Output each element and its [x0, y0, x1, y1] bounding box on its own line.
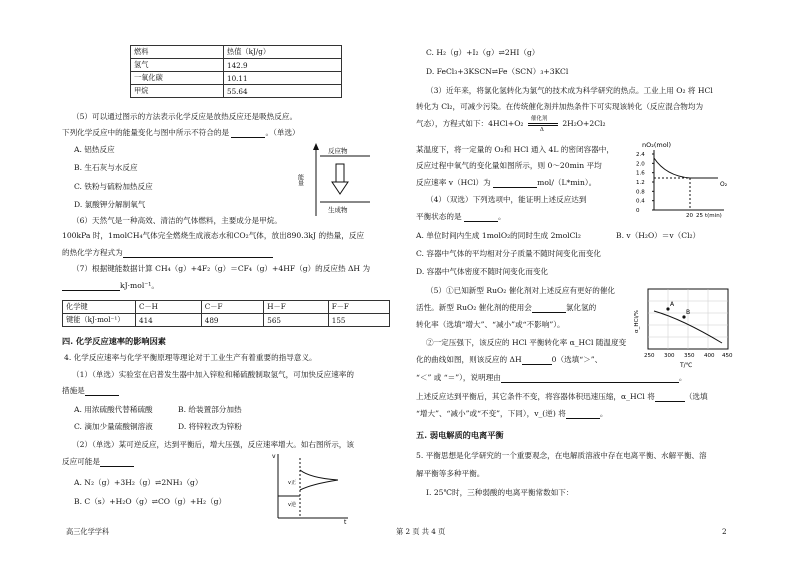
o2-axis-label: nO₂(mol)	[642, 141, 672, 149]
x-tick: 450	[722, 353, 733, 359]
v-forward-label: v正	[288, 480, 296, 486]
q5r-line4: ②一定压强下，该反应的 HCl 平衡转化率 α_HCl 随温度变	[426, 338, 627, 347]
option: D. 氯酸钾分解制氧气	[74, 200, 146, 209]
q5r-line2: 活性。新型 RuO₂ 催化剂的使用会 氯化氢的	[416, 303, 597, 312]
q3-line4: 某温度下，将一定量的 O₂和 HCl 通入 4L 的密闭容器中，	[416, 145, 614, 154]
answer-blank[interactable]	[62, 282, 120, 291]
answer-blank[interactable]	[522, 356, 552, 365]
q6-line1: （6）天然气是一种高效、清洁的气体燃料，主要成分是甲烷。	[72, 216, 282, 225]
option: D. 将锌粒改为锌粉	[178, 422, 242, 431]
option: B. 给装置部分加热	[178, 405, 242, 414]
table-cell: H－F	[264, 301, 328, 314]
v-axis-label: v	[272, 453, 276, 460]
q7-line2: kJ·mol⁻¹。	[62, 280, 159, 291]
q4-p1: （1）（单选）实验室在启普发生器中加入锌粒和稀硫酸制取氢气，可加快反应速率的	[72, 370, 354, 379]
x-tick: 250	[644, 353, 655, 359]
table-cell: 氢气	[131, 59, 224, 72]
heat-label: Δ	[539, 127, 544, 133]
bond-energy-table	[62, 300, 390, 327]
q5r-line5: 化的曲线如图，则该反应的 ΔH 0（选填“＞”、	[416, 355, 603, 364]
energy-diagram	[294, 140, 374, 220]
option-d: D. FeCl₃+3KSCN⇌Fe（SCN）₃+3KCl	[426, 67, 569, 76]
x-unit: T/℃	[680, 362, 693, 369]
o2-curve-label: O₂	[720, 181, 728, 188]
t-axis-label: t	[344, 519, 347, 524]
table-cell: 甲烷	[131, 85, 224, 98]
point-a-label: A	[670, 301, 675, 308]
q5-intro: 5. 平衡思想是化学研究的一个重要观念，在电解质溶液中存在电离平衡、水解平衡、溶	[416, 451, 707, 460]
x-tick: 25	[696, 213, 703, 218]
footer-page: 第 2 页 共 4 页	[396, 527, 446, 536]
answer-blank[interactable]	[566, 410, 600, 419]
table-cell: 155	[328, 314, 389, 327]
section-heading: 五. 弱电解质的电离平衡	[416, 430, 504, 440]
footer-number: 2	[722, 527, 727, 536]
option: C. 滴加少量硫酸铜溶液	[74, 422, 153, 431]
o2-time-graph	[632, 140, 742, 218]
q3-equation: 气态），方程式如下：4HCl+O₂ 催化剂 Δ 2H₂O+2Cl₂	[416, 118, 606, 129]
table-cell: 142.9	[224, 59, 342, 72]
answer-blank[interactable]	[123, 249, 273, 258]
q5r-line3: 转化率（选填“增大”、“减小”或“不影响”）。	[416, 320, 565, 329]
x-unit: t(min)	[705, 213, 722, 218]
table-cell: 565	[264, 314, 328, 327]
q4-p2b: 反应可能是	[62, 456, 134, 467]
v-backward-label: v逆	[288, 502, 296, 508]
answer-blank[interactable]	[85, 387, 119, 396]
product-label: 生成物	[328, 206, 348, 214]
answer-blank[interactable]	[100, 458, 134, 467]
y-tick: 2.0	[636, 161, 645, 168]
x-tick: 20	[686, 213, 693, 218]
y-tick: 1.6	[636, 170, 645, 177]
q6-line3: 的热化学方程式为	[62, 247, 273, 258]
option: A. N₂（g）+3H₂（g）⇌2NH₃（g）	[74, 478, 203, 487]
x-tick: 350	[684, 353, 695, 359]
y-tick: 0	[636, 208, 640, 214]
q4-intro: 4. 化学反应速率与化学平衡原理等理论对于工业生产有着重要的指导意义。	[64, 353, 317, 362]
table-cell: C－H	[136, 301, 202, 314]
point-b-label: B	[686, 309, 691, 316]
option: B. 生石灰与水反应	[74, 163, 138, 172]
table-cell: 一氧化碳	[131, 72, 224, 85]
option-c2: C. 容器中气体的平均相对分子质量不随时间变化而变化	[416, 249, 602, 258]
option: C. 铁粉与硫粉加热反应	[74, 182, 153, 191]
q5r-line7: 上述反应达到平衡后，其它条件不变，将容器体积迅速压缩，α_HCl 将 （选填	[416, 392, 708, 401]
q5-intro3: Ⅰ. 25℃时，三种弱酸的电离平衡常数如下：	[426, 488, 574, 497]
answer-blank[interactable]	[231, 129, 265, 138]
table-cell: 414	[136, 314, 202, 327]
table-header: 燃料	[131, 46, 224, 59]
q4-p1b: 措施是	[62, 385, 119, 396]
option-a: A. 单位时间内生成 1molO₂的同时生成 2molCl₂	[416, 231, 581, 240]
energy-axis-label: 能量	[296, 174, 304, 186]
answer-blank[interactable]	[532, 304, 566, 313]
option-d2: D. 容器中气体密度不随时间变化而变化	[416, 267, 549, 276]
x-tick: 400	[704, 353, 715, 359]
y-tick: 1.2	[636, 180, 645, 186]
q3-line6: 反应速率 v（HCl）为 mol/（L*min）。	[416, 178, 597, 187]
table-cell: 化学键	[63, 301, 136, 314]
q6-line2: 100kPa 时，1molCH₄气体完全燃烧生成液态水和CO₂气体，放出890.3kJ 的热量，反应	[62, 231, 365, 240]
q3-line2: 转化为 Cl₂，可减少污染。在传统催化剂并加热条件下可实现该转化（反应混合物均为	[416, 102, 704, 111]
q7-line1: （7）根据键能数据计算 CH₄（g）+4F₂（g）＝CF₄（g）+4HF（g）的反应热 ΔH 为	[72, 264, 371, 273]
q4r-line2: 平衡状态的是 。	[416, 212, 506, 221]
fuel-table	[130, 45, 342, 98]
answer-blank[interactable]	[655, 393, 685, 402]
catalyst-label: 催化剂	[530, 116, 548, 122]
option-c: C. H₂（g）+I₂（g）⇌2HI（g）	[426, 48, 540, 57]
rate-time-graph	[268, 450, 352, 524]
q5-text: （5）可以通过图示的方法表示化学反应是放热反应还是吸热反应。	[72, 112, 298, 121]
q5r-line1: （5）①已知新型 RuO₂ 催化剂对上述反应有更好的催化	[426, 286, 616, 295]
option: B. C（s）+H₂O（g）⇌CO（g）+H₂（g）	[74, 497, 227, 506]
q3-line5: 反应过程中氧气的变化量如图所示，则 0～20min 平均	[416, 161, 602, 170]
option: A. 用浓硫酸代替稀硫酸	[74, 405, 153, 414]
footer-subject: 高三化学学科	[66, 527, 110, 536]
table-cell: 键能（kJ·mol⁻¹）	[63, 314, 136, 327]
answer-blank[interactable]	[493, 179, 537, 188]
option-b: B. v（H₂O）＝v（Cl₂）	[616, 231, 701, 240]
table-cell: 489	[201, 314, 264, 327]
q4r-line1: （4）（双选）下列选项中，能证明上述反应达到	[426, 195, 587, 204]
x-tick: 300	[664, 353, 675, 359]
q5r-line6: “＜” 或 “＝”），说明理由 。	[416, 373, 687, 382]
answer-blank[interactable]	[464, 213, 498, 222]
y-tick: 0.4	[636, 198, 645, 205]
section-heading: 四. 化学反应速率的影响因素	[62, 336, 166, 346]
table-cell: 10.11	[224, 72, 342, 85]
y-tick: 2.4	[636, 152, 645, 158]
q3-line1: （3）近年来，将氯化氢转化为氯气的技术成为科学研究的热点。工业上用 O₂ 将 HCl	[426, 86, 713, 95]
q4-p2: （2）（单选）某可逆反应，达到平衡后，增大压强，反应速率增大。如右图所示，该	[72, 440, 354, 449]
q5-sub: 下列化学反应中的能量变化与图中所示不符合的是 。（单选）	[62, 128, 300, 137]
answer-blank[interactable]	[501, 374, 679, 383]
option: A. 铝热反应	[74, 145, 115, 154]
table-cell: F－F	[328, 301, 389, 314]
q5r-line8: “增大”、“减小”或“不变”，下同），v_(逆) 将 。	[416, 409, 608, 418]
y-tick: 0.8	[636, 189, 645, 196]
table-cell: 55.64	[224, 85, 342, 98]
table-header: 热值（kJ/g）	[224, 46, 342, 59]
reactant-label: 反应物	[328, 147, 348, 155]
alpha-axis-label: α_HCl/%	[634, 310, 640, 333]
hcl-conversion-graph	[632, 283, 738, 373]
q5-intro2: 解平衡等多种平衡。	[416, 469, 485, 478]
table-cell: C－F	[201, 301, 264, 314]
